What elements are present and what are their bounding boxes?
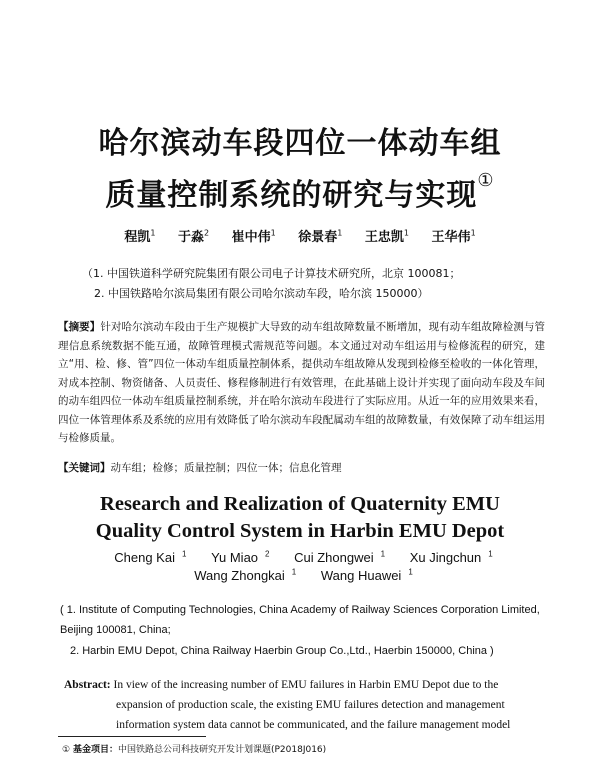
keywords-cn-tag: 【关键词】 — [58, 462, 111, 474]
keywords-cn — [58, 460, 342, 475]
author-en: Yu Miao $^2$ — [211, 550, 270, 566]
author-en: Wang Zhongkai $^1$ — [194, 568, 297, 584]
abstract-cn-tag: 【摘要】 — [58, 321, 101, 333]
abstract-cn-text: 针对哈尔滨动车段由于生产规模扩大导致的动车组故障数量不断增加，现有动车组故障检测与管理信息系统数据不能互通，故障管理模式需规范等问题。本文通过对动车组运用与检修流程的研究，建立“用、检、修、管”四位一体动车组质量控制体系，提供动车组故障从发现到检修至检收的一体化管理，对成本控制、物资储备、人员责任、修程修制进行有效管理，在此基础上设计并实现了面向动车段及车间的动车组四位一体动车组质量控制系统，并在哈尔滨动车段进行了实际应用。从近一年的应用效果来看，四位一体管理体系及系统的应用有效降低了哈尔滨动车段配属动车组的故障数量，有效保障了动车组运用与检修质量。 — [58, 321, 546, 444]
footnote-mark: ① — [62, 745, 71, 755]
author-cn: 王华伟$^1$ — [431, 228, 476, 245]
title-en-line1: Research and Realization of Quaternity EMU — [100, 493, 500, 515]
author-en: Xu Jingchun $^1$ — [409, 550, 493, 566]
author-cn: 程凯$^1$ — [124, 228, 156, 245]
author-en: Wang Huawei $^1$ — [320, 568, 413, 584]
title-note-mark: ① — [477, 170, 495, 191]
author-cn: 徐景春$^1$ — [298, 228, 343, 245]
author-en: Cheng Kai $^1$ — [114, 550, 187, 566]
authors-cn — [0, 226, 600, 245]
abstract-en-line1: Abstract: In view of the increasing number of EMU failures in Harbin EMU Depot due to the — [64, 679, 499, 691]
footnote-tag: 基金项目： — [72, 745, 118, 755]
author-cn: 于淼$^2$ — [177, 228, 210, 245]
footnote-text: 中国铁路总公司科技研究开发计划课题(P2018J016) — [117, 745, 327, 755]
author-en: Cui Zhongwei $^1$ — [294, 550, 386, 566]
affiliation-en-2: 2. Harbin EMU Depot, China Railway Haerbin Group Co.,Ltd., Haerbin 150000, China ) — [70, 645, 494, 657]
abstract-en-tag: Abstract: — [64, 679, 111, 691]
footnote-rule — [58, 736, 206, 737]
abstract-cn — [58, 318, 545, 448]
title-cn-line2-text: 质量控制系统的研究与实现 — [105, 178, 478, 213]
title-cn-line1: 哈尔滨动车段四位一体动车组 — [98, 126, 502, 161]
abstract-en-line2: expansion of production scale, the existing EMU failures detection and management — [116, 699, 505, 711]
abstract-en-line3: information system data cannot be communicated, and the failure management model — [116, 719, 511, 731]
author-cn: 王忠凯$^1$ — [364, 228, 410, 245]
abstract-en — [64, 675, 542, 735]
title-cn-line2 — [0, 170, 600, 214]
affiliation-en-1: ( 1. Institute of Computing Technologies, China Academy of Railway Sciences Corporation Limited, Beijing 100081, China; — [60, 604, 540, 636]
keywords-cn-text: 动车组；检修；质量控制；四位一体；信息化管理 — [110, 462, 342, 474]
footnote — [62, 742, 326, 755]
title-en-line2: Quality Control System in Harbin EMU Depot — [95, 520, 505, 542]
authors-en-row1 — [0, 550, 600, 565]
authors-en-row2 — [0, 568, 600, 583]
affiliation-cn-2: 2. 中国铁路哈尔滨局集团有限公司哈尔滨动车段，哈尔滨 150000） — [94, 287, 429, 300]
author-cn: 崔中伟$^1$ — [231, 228, 276, 245]
affiliation-cn-1: （1. 中国铁道科学研究院集团有限公司电子计算技术研究所，北京 100081； — [82, 267, 461, 280]
